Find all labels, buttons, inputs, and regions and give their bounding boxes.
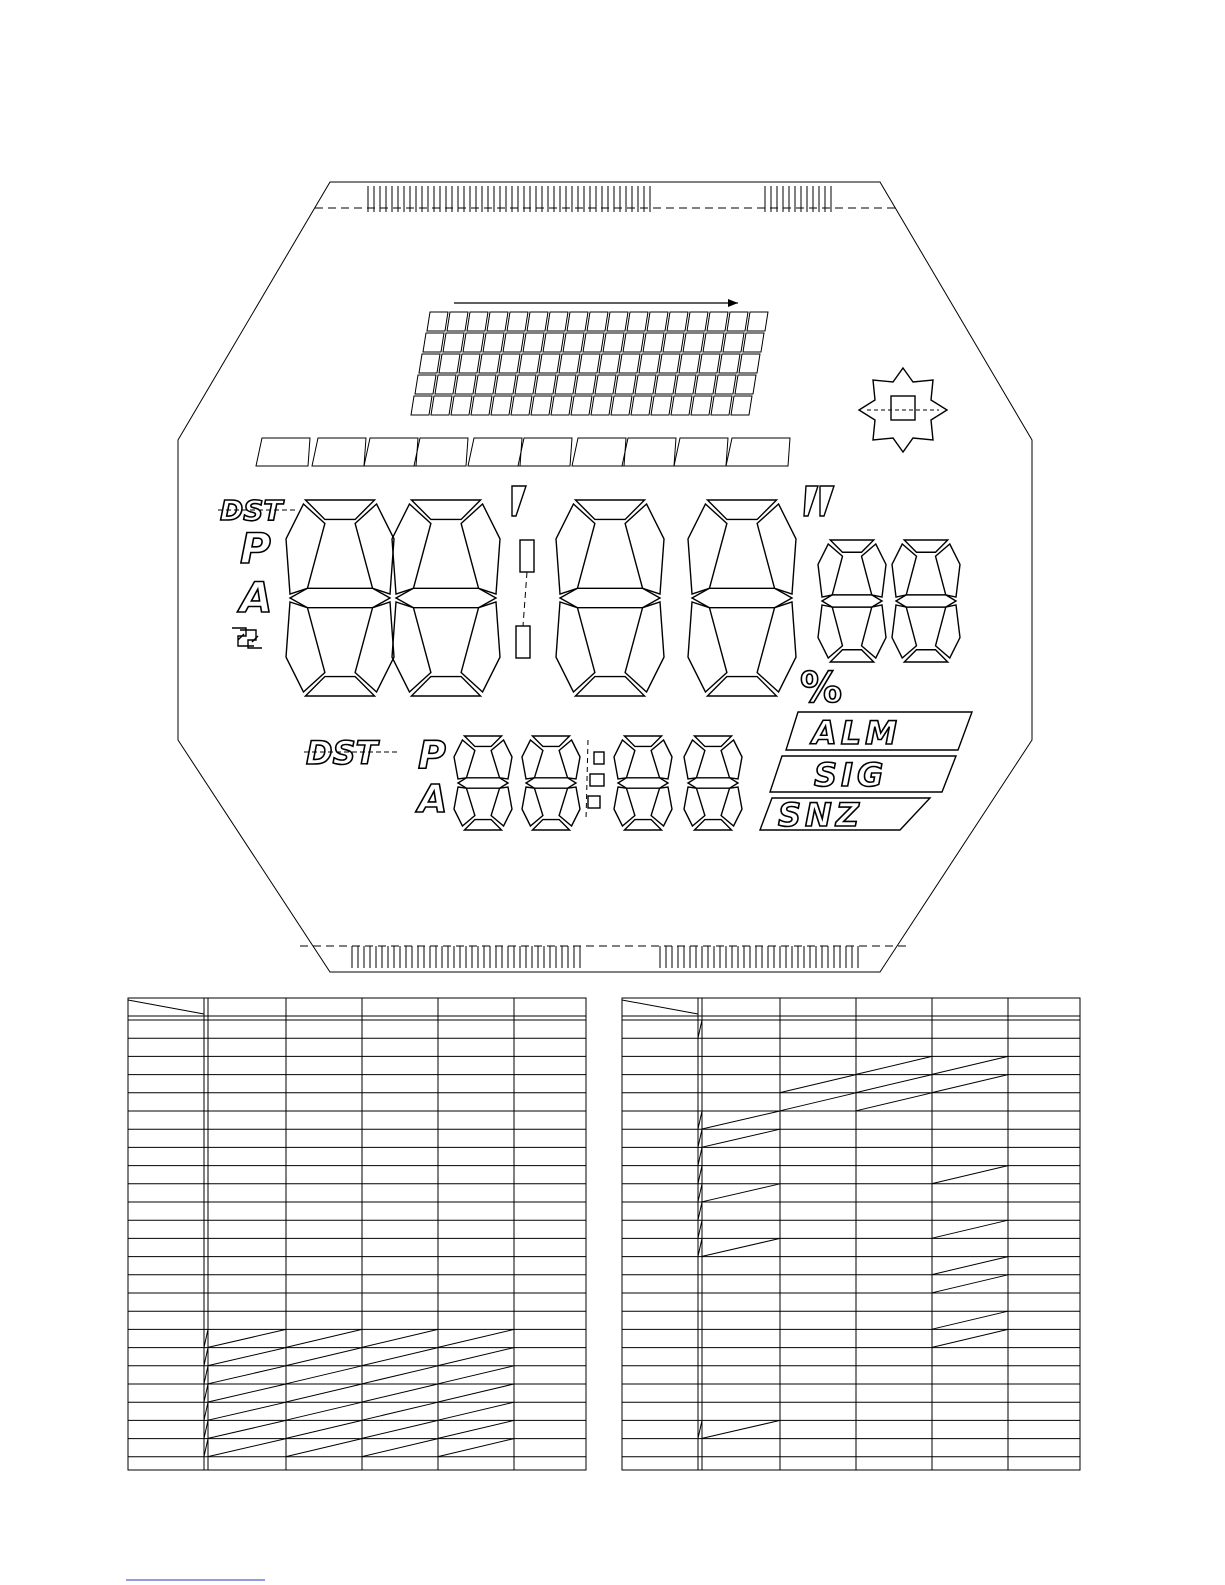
digit-segment [286, 504, 325, 594]
matrix-cell [719, 354, 740, 373]
matrix-cell [503, 333, 524, 352]
matrix-cell [575, 375, 596, 394]
a-main-label: A [240, 573, 273, 622]
matrix-cell [663, 333, 684, 352]
digit-segment [684, 787, 705, 826]
bar-segment [414, 438, 468, 466]
digit-segment [757, 504, 796, 594]
digit-segment [355, 504, 394, 594]
matrix-cell [523, 333, 544, 352]
matrix-cell [539, 354, 560, 373]
matrix-cell [551, 396, 572, 415]
cell-slash [438, 1384, 514, 1402]
cell-slash [286, 1366, 362, 1384]
matrix-cell [423, 333, 444, 352]
alarm-badges [760, 712, 972, 834]
snz-label: SNZ [778, 796, 864, 834]
cell-slash [362, 1348, 438, 1366]
digit-segment [305, 677, 374, 696]
cell-slash [362, 1439, 438, 1457]
cell-slash [698, 1220, 702, 1238]
cell-slash [698, 1202, 702, 1220]
matrix-cell [687, 312, 708, 331]
dst-sub-label: DST [306, 734, 378, 772]
matrix-cell [431, 396, 452, 415]
cell-slash [698, 1129, 702, 1147]
matrix-cell [695, 375, 716, 394]
matrix-cell [467, 312, 488, 331]
digit-segment [454, 787, 475, 826]
cell-slash [208, 1348, 286, 1366]
cell-slash [208, 1366, 286, 1384]
digit-segment [688, 602, 727, 692]
digit-segment [464, 736, 501, 746]
matrix-cell [591, 396, 612, 415]
matrix-cell [435, 375, 456, 394]
bar-segment [312, 438, 366, 466]
matrix-cell [563, 333, 584, 352]
matrix-cell [479, 354, 500, 373]
cell-slash [932, 1166, 1008, 1184]
a-sub-label: A [418, 777, 448, 821]
digit-segment [411, 500, 480, 519]
cell-slash [702, 1420, 780, 1438]
digit-segment [625, 602, 664, 692]
digit-segment [575, 500, 644, 519]
main-indicators [218, 494, 298, 648]
cell-slash [362, 1402, 438, 1420]
matrix-cell [487, 312, 508, 331]
cell-slash [698, 1184, 702, 1202]
header-diagonal [128, 1000, 204, 1014]
cell-slash [698, 1238, 702, 1256]
cell-slash [362, 1384, 438, 1402]
digit-segment [556, 602, 595, 692]
matrix-cell [427, 312, 448, 331]
digit-segment [461, 504, 500, 594]
dst-main-label: DST [220, 494, 283, 527]
digit-segment [624, 820, 661, 830]
percent-label: % [800, 663, 843, 712]
digit-segment [651, 740, 672, 779]
digit-segment [694, 736, 731, 746]
digit-segment [830, 540, 874, 552]
matrix-cell [679, 354, 700, 373]
cell-slash [208, 1384, 286, 1402]
lcd-outline [178, 182, 1032, 972]
matrix-cell [483, 333, 504, 352]
digit-segment [458, 778, 508, 788]
matrix-cell [675, 375, 696, 394]
cell-slash [204, 1329, 208, 1347]
matrix-cell [547, 312, 568, 331]
matrix-cell [667, 312, 688, 331]
digit-segment [818, 605, 842, 658]
digit-segment [818, 544, 842, 597]
matrix-cell [651, 396, 672, 415]
cell-slash [362, 1329, 438, 1347]
cell-slash [702, 1238, 780, 1256]
digit-segment [392, 504, 431, 594]
cell-slash [780, 1093, 856, 1111]
progress-bar-segments [256, 438, 790, 466]
cell-slash [932, 1220, 1008, 1238]
matrix-cell [583, 333, 604, 352]
digit-segment [491, 787, 512, 826]
matrix-cell [603, 333, 624, 352]
matrix-cell [731, 396, 752, 415]
matrix-cell [555, 375, 576, 394]
matrix-cell [747, 312, 768, 331]
digit-segment [721, 740, 742, 779]
matrix-cell [515, 375, 536, 394]
digit-segment [454, 740, 475, 779]
matrix-cell [607, 312, 628, 331]
p-sub-label: P [418, 733, 446, 777]
cell-slash [932, 1056, 1008, 1074]
sub-indicators [304, 733, 447, 821]
matrix-cell [415, 375, 436, 394]
sub-time-digits [454, 736, 742, 830]
matrix-cell [699, 354, 720, 373]
digit-segment [461, 602, 500, 692]
sun-icon [859, 368, 947, 452]
cell-slash [856, 1093, 932, 1111]
digit-segment [560, 588, 660, 607]
cell-slash [698, 1111, 702, 1129]
cell-slash [208, 1439, 286, 1457]
main-colon [512, 486, 834, 658]
matrix-cell [743, 333, 764, 352]
matrix-cell [571, 396, 592, 415]
digit-segment [614, 740, 635, 779]
matrix-cell [631, 396, 652, 415]
cell-slash [286, 1329, 362, 1347]
cell-slash [438, 1420, 514, 1438]
cell-slash [204, 1402, 208, 1420]
main-time-digits [286, 500, 796, 696]
alm-label: ALM [812, 714, 901, 752]
matrix-cell [519, 354, 540, 373]
matrix-cell [491, 396, 512, 415]
matrix-cell [531, 396, 552, 415]
digit-segment [618, 778, 668, 788]
cell-slash [932, 1311, 1008, 1329]
matrix-cell [639, 354, 660, 373]
cell-slash [932, 1329, 1008, 1347]
digit-segment [491, 740, 512, 779]
digit-segment [532, 736, 569, 746]
matrix-cell [619, 354, 640, 373]
cell-slash [780, 1075, 856, 1093]
bar-segment [468, 438, 522, 466]
matrix-cell [471, 396, 492, 415]
matrix-cell [735, 375, 756, 394]
matrix-cell [455, 375, 476, 394]
cell-slash [286, 1348, 362, 1366]
digit-segment [305, 500, 374, 519]
digit-segment [904, 650, 948, 662]
digit-segment [822, 595, 882, 607]
segment-table-left [128, 998, 586, 1470]
matrix-cell [507, 312, 528, 331]
digit-segment [684, 740, 705, 779]
matrix-cell [599, 354, 620, 373]
matrix-cell [627, 312, 648, 331]
bar-segment [674, 438, 728, 466]
matrix-cell [527, 312, 548, 331]
cell-slash [438, 1366, 514, 1384]
digit-segment [892, 605, 916, 658]
digit-segment [688, 504, 727, 594]
matrix-cell [727, 312, 748, 331]
cell-slash [208, 1420, 286, 1438]
matrix-cell [443, 333, 464, 352]
cell-slash [286, 1420, 362, 1438]
matrix-cell [411, 396, 432, 415]
matrix-cell [635, 375, 656, 394]
p-main-label: P [240, 524, 271, 573]
table-frame [622, 998, 1080, 1470]
matrix-cell [579, 354, 600, 373]
cell-slash [932, 1075, 1008, 1093]
digit-segment [392, 602, 431, 692]
matrix-cell [559, 354, 580, 373]
matrix-cell [659, 354, 680, 373]
bar-segment [364, 438, 418, 466]
matrix-cell [511, 396, 532, 415]
matrix-cell [703, 333, 724, 352]
digit-segment [532, 820, 569, 830]
matrix-cell [715, 375, 736, 394]
digit-segment [904, 540, 948, 552]
matrix-cell [595, 375, 616, 394]
cell-slash [204, 1384, 208, 1402]
matrix-cell [535, 375, 556, 394]
cell-slash [698, 1147, 702, 1165]
matrix-cell [655, 375, 676, 394]
matrix-cell [447, 312, 468, 331]
digit-segment [862, 544, 886, 597]
bar-segment [572, 438, 626, 466]
cell-slash [204, 1420, 208, 1438]
digit-segment [522, 740, 543, 779]
cell-slash [286, 1439, 362, 1457]
digit-segment [559, 787, 580, 826]
matrix-cell [623, 333, 644, 352]
cell-slash [438, 1348, 514, 1366]
cell-slash [204, 1439, 208, 1457]
cell-slash [702, 1129, 780, 1147]
matrix-cell [615, 375, 636, 394]
digit-segment [936, 605, 960, 658]
sub-colon [586, 740, 604, 820]
matrix-cell [643, 333, 664, 352]
matrix-cell [475, 375, 496, 394]
digit-segment [707, 500, 776, 519]
header-diagonal [622, 1000, 698, 1014]
digit-segment [688, 778, 738, 788]
digit-segment [286, 602, 325, 692]
cell-slash [698, 1020, 702, 1038]
digit-segment [757, 602, 796, 692]
cell-slash [204, 1348, 208, 1366]
cell-slash [698, 1166, 702, 1184]
cell-slash [698, 1420, 702, 1438]
cell-slash [856, 1056, 932, 1074]
matrix-cell [463, 333, 484, 352]
matrix-cell [567, 312, 588, 331]
digit-segment [290, 588, 390, 607]
digit-segment [396, 588, 496, 607]
segment-table-right [622, 998, 1080, 1470]
cell-slash [204, 1366, 208, 1384]
digit-segment [830, 650, 874, 662]
digit-segment [694, 820, 731, 830]
cell-slash [702, 1111, 780, 1129]
matrix-cell [439, 354, 460, 373]
digit-segment [411, 677, 480, 696]
digit-segment [614, 787, 635, 826]
bar-segment [726, 438, 790, 466]
bar-segment [622, 438, 676, 466]
cell-slash [438, 1439, 514, 1457]
matrix-cell [543, 333, 564, 352]
matrix-cell [495, 375, 516, 394]
arrow-right-icon [728, 299, 738, 307]
matrix-cell [739, 354, 760, 373]
digit-segment [559, 740, 580, 779]
radio-signal-icon [232, 628, 262, 648]
digit-segment [936, 544, 960, 597]
digit-segment [721, 787, 742, 826]
matrix-cell [691, 396, 712, 415]
digit-segment [624, 736, 661, 746]
cell-slash [438, 1402, 514, 1420]
matrix-cells [411, 312, 768, 415]
digit-segment [526, 778, 576, 788]
matrix-cell [671, 396, 692, 415]
sig-label: SIG [814, 756, 888, 794]
matrix-cell [611, 396, 632, 415]
digit-segment [575, 677, 644, 696]
digit-segment [896, 595, 956, 607]
cell-slash [932, 1275, 1008, 1293]
cell-slash [286, 1402, 362, 1420]
digit-segment [625, 504, 664, 594]
matrix-cell [459, 354, 480, 373]
digit-segment [707, 677, 776, 696]
cell-slash [438, 1329, 514, 1347]
matrix-cell [707, 312, 728, 331]
digit-segment [862, 605, 886, 658]
cell-slash [362, 1366, 438, 1384]
digit-segment [355, 602, 394, 692]
cell-slash [932, 1257, 1008, 1275]
matrix-cell [711, 396, 732, 415]
table-frame [128, 998, 586, 1470]
digit-segment [556, 504, 595, 594]
seconds-digits [818, 540, 960, 662]
cell-slash [856, 1075, 932, 1093]
digit-segment [651, 787, 672, 826]
dot-matrix [411, 299, 768, 415]
bar-segment [518, 438, 572, 466]
matrix-cell [647, 312, 668, 331]
matrix-cell [419, 354, 440, 373]
cell-slash [702, 1184, 780, 1202]
cell-slash [208, 1402, 286, 1420]
digit-segment [692, 588, 792, 607]
matrix-cell [587, 312, 608, 331]
matrix-cell [499, 354, 520, 373]
cell-slash [286, 1384, 362, 1402]
matrix-cell [451, 396, 472, 415]
cell-slash [362, 1420, 438, 1438]
digit-segment [892, 544, 916, 597]
digit-segment [522, 787, 543, 826]
matrix-cell [723, 333, 744, 352]
cell-slash [208, 1329, 286, 1347]
digit-segment [464, 820, 501, 830]
bar-segment [256, 438, 310, 466]
matrix-cell [683, 333, 704, 352]
